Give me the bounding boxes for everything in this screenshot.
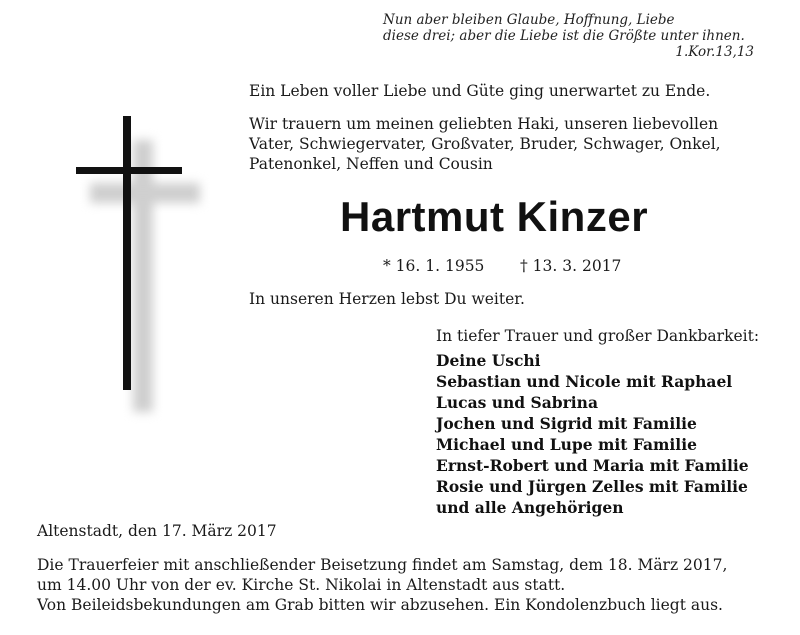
family-member: Rosie und Jürgen Zelles mit Familie bbox=[436, 477, 748, 496]
deceased-name: Hartmut Kinzer bbox=[340, 193, 649, 240]
quote-line-1: Nun aber bleiben Glaube, Hoffnung, Liebe bbox=[383, 12, 675, 28]
family-member: Michael und Lupe mit Familie bbox=[436, 435, 697, 454]
funeral-line-2: um 14.00 Uhr von der ev. Kirche St. Nikolai in Altenstadt aus statt. bbox=[37, 576, 566, 594]
family-list bbox=[436, 350, 749, 518]
family-member: Sebastian und Nicole mit Raphael bbox=[436, 372, 733, 391]
cross-shadow-horizontal bbox=[90, 183, 200, 203]
cross-shadow-vertical bbox=[133, 140, 153, 412]
mourning-line-3: Patenonkel, Neffen und Cousin bbox=[249, 155, 493, 173]
mourning-line-2: Vater, Schwiegervater, Großvater, Bruder, Schwager, Onkel, bbox=[249, 135, 721, 153]
intro-text: Ein Leben voller Liebe und Güte ging unerwartet zu Ende. bbox=[249, 82, 711, 100]
funeral-line-1: Die Trauerfeier mit anschließender Beisetzung findet am Samstag, dem 18. März 2017, bbox=[37, 556, 728, 574]
family-member: und alle Angehörigen bbox=[436, 498, 624, 517]
funeral-line-3: Von Beileidsbekundungen am Grab bitten wir abzusehen. Ein Kondolenzbuch liegt aus. bbox=[37, 596, 723, 614]
place-date: Altenstadt, den 17. März 2017 bbox=[37, 522, 277, 540]
quote-reference: 1.Kor.13,13 bbox=[675, 44, 754, 60]
family-member: Ernst-Robert und Maria mit Familie bbox=[436, 456, 749, 475]
gratitude-text: In tiefer Trauer und großer Dankbarkeit: bbox=[436, 327, 760, 345]
quote-line-2: diese drei; aber die Liebe ist die Größte unter ihnen. bbox=[383, 28, 745, 44]
family-member: Jochen und Sigrid mit Familie bbox=[436, 414, 697, 433]
birth-date: * 16. 1. 1955 bbox=[383, 257, 485, 275]
mourning-line-1: Wir trauern um meinen geliebten Haki, unseren liebevollen bbox=[249, 115, 719, 133]
family-member: Deine Uschi bbox=[436, 351, 541, 370]
cross-vertical-beam bbox=[123, 116, 131, 390]
death-date: † 13. 3. 2017 bbox=[520, 257, 622, 275]
family-member: Lucas und Sabrina bbox=[436, 393, 598, 412]
cross-horizontal-beam bbox=[76, 167, 182, 174]
farewell-text: In unseren Herzen lebst Du weiter. bbox=[249, 290, 525, 308]
